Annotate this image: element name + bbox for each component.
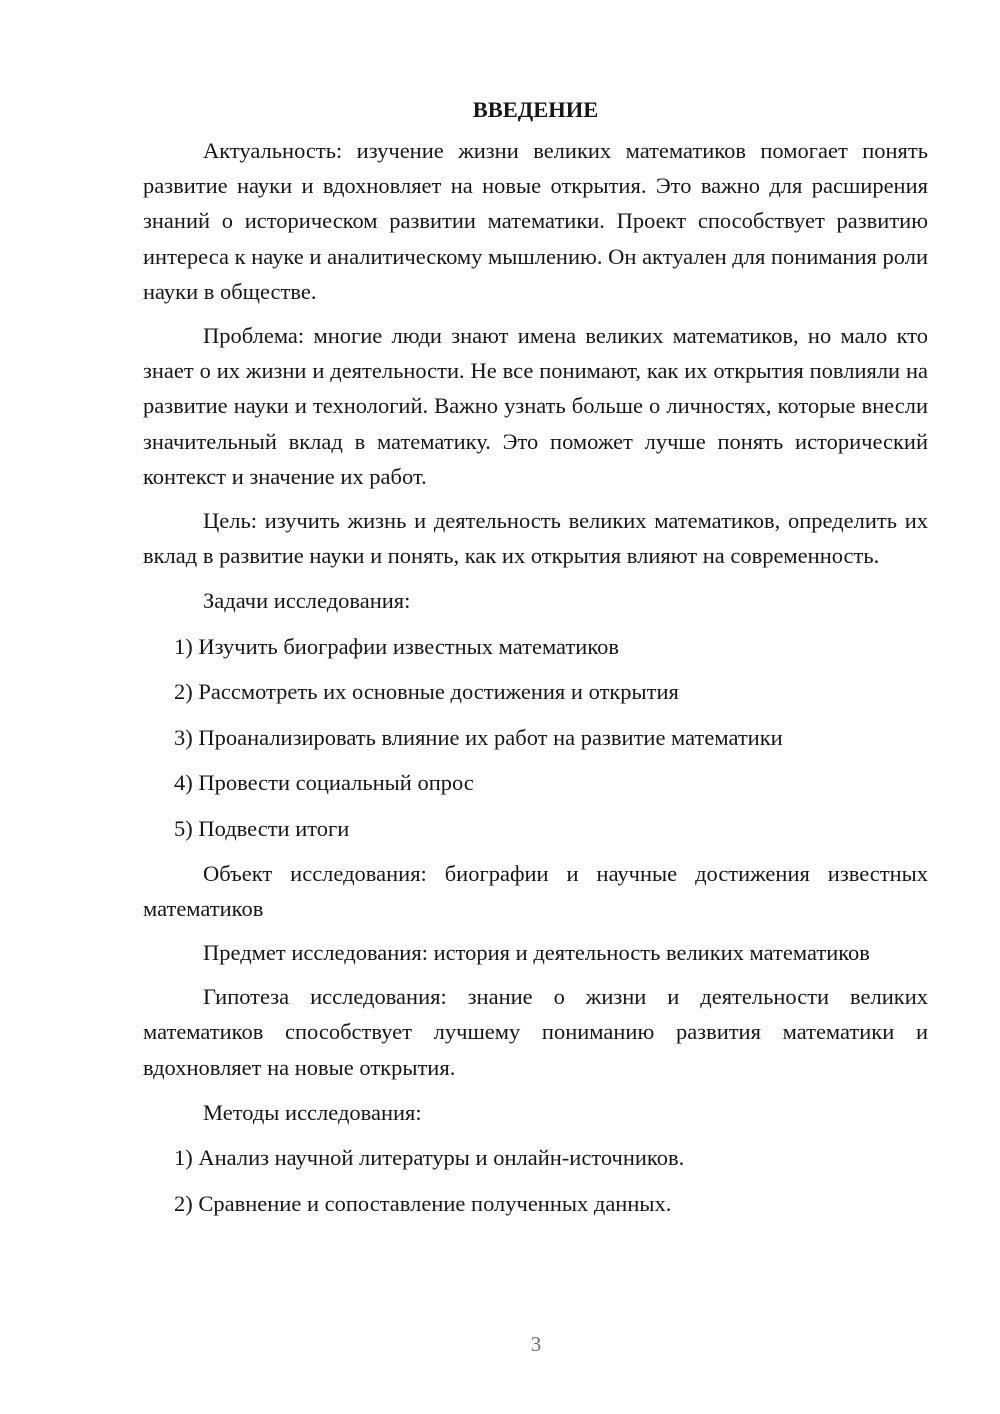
page-title: ВВЕДЕНИЕ xyxy=(472,97,599,122)
problem-paragraph: Проблема: многие люди знают имена великих математиков, но мало кто знает о их жизни и деятельности. Не все понимают, как их открытия повлияли на развитие науки и технологий. Важно узнать больше о личностях, которые внесли значительный вклад в математику. Это поможет лучше понять исторический контекст и значение их работ. xyxy=(143,323,928,489)
relevance-paragraph: Актуальность: изучение жизни великих математиков помогает понять развитие науки и вдохновляет на новые открытия. Это важно для расширения знаний о историческом развитии математики. Проект способствует развитию интереса к науке и аналитическому мышлению. Он актуален для понимания роли науки в обществе. xyxy=(143,138,928,304)
subject-paragraph: Предмет исследования: история и деятельность великих математиков xyxy=(203,940,870,966)
goal-paragraph: Цель: изучить жизнь и деятельность великих математиков, определить их вклад в развитие науки и понять, как их открытия влияют на современность. xyxy=(143,508,928,569)
list-item: 3) Проанализировать влияние их работ на развитие математики xyxy=(174,724,783,750)
list-item: 1) Изучить биографии известных математиков xyxy=(174,633,620,659)
list-item: 5) Подвести итоги xyxy=(174,816,350,842)
tasks-heading: Задачи исследования: xyxy=(203,588,411,614)
methods-heading: Методы исследования: xyxy=(203,1099,422,1125)
page-number: 3 xyxy=(530,1332,542,1356)
list-item: 1) Анализ научной литературы и онлайн-источников. xyxy=(174,1145,685,1171)
list-item: 2) Рассмотреть их основные достижения и открытия xyxy=(174,679,679,705)
list-item: 4) Провести социальный опрос xyxy=(174,770,474,796)
hypothesis-paragraph: Гипотеза исследования: знание о жизни и деятельности великих математиков способствует лучшему пониманию развития математики и вдохновляет на новые открытия. xyxy=(143,984,928,1080)
list-item: 2) Сравнение и сопоставление полученных данных. xyxy=(174,1190,672,1216)
page-content xyxy=(143,92,928,1221)
methods-list xyxy=(143,1140,928,1221)
object-paragraph: Объект исследования: биографии и научные достижения известных математиков xyxy=(143,860,928,921)
tasks-list xyxy=(143,629,928,847)
